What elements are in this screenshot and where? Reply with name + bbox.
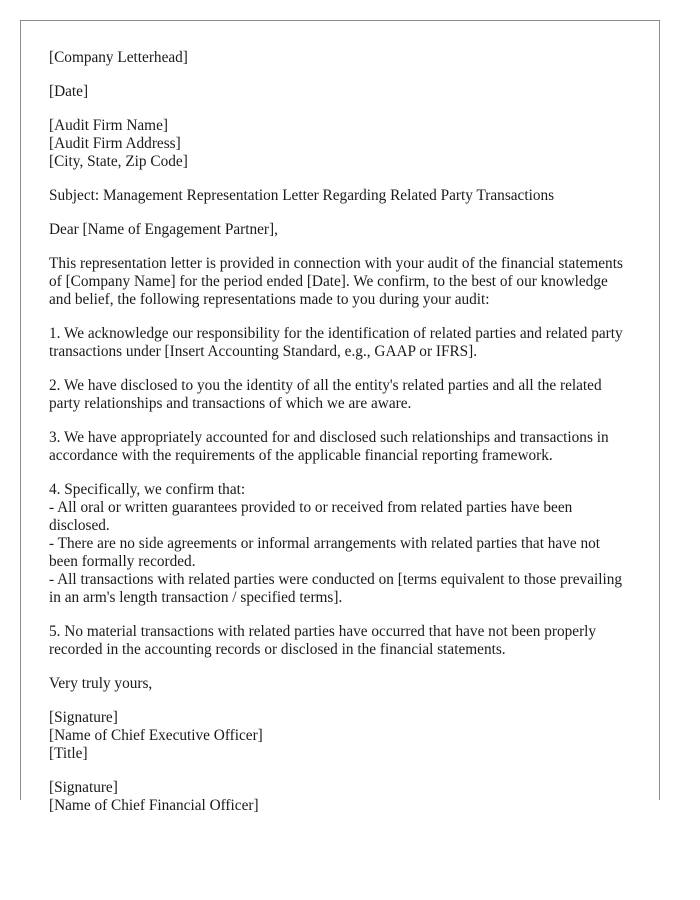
closing: Very truly yours,	[49, 675, 153, 692]
cfo-signature: [Signature]	[49, 779, 118, 796]
ceo-title: [Title]	[49, 745, 88, 762]
subject-line: Subject: Management Representation Letter Regarding Related Party Transactions	[49, 187, 555, 204]
item-4-bullet-terms: - All transactions with related parties were conducted on [terms equivalent to those prevailing in an arm's length transaction / specified terms].	[49, 571, 623, 606]
representation-item-1: 1. We acknowledge our responsibility for the identification of related parties and related party transactions under [Insert Accounting Standard, e.g., GAAP or IFRS].	[49, 325, 623, 360]
letter-page	[20, 20, 660, 814]
representation-item-5: 5. No material transactions with related parties have occurred that have not been properly recorded in the accounting records or disclosed in the financial statements.	[49, 623, 597, 658]
representation-item-4	[49, 481, 631, 607]
recipient-address	[49, 117, 631, 171]
letterhead: [Company Letterhead]	[49, 49, 188, 66]
audit-firm-name: [Audit Firm Name]	[49, 117, 168, 134]
signature-block-cfo	[49, 779, 631, 815]
salutation: Dear [Name of Engagement Partner],	[49, 221, 278, 238]
ceo-name: [Name of Chief Executive Officer]	[49, 727, 263, 744]
audit-firm-address: [Audit Firm Address]	[49, 135, 181, 152]
audit-firm-city: [City, State, Zip Code]	[49, 153, 188, 170]
letter-date: [Date]	[49, 83, 89, 100]
representation-item-3: 3. We have appropriately accounted for and disclosed such relationships and transactions in accordance with the requirements of the applicable financial reporting framework.	[49, 429, 609, 464]
intro-paragraph: This representation letter is provided in connection with your audit of the financial statements of [Company Name] for the period ended [Date]. We confirm, to the best of our knowledge and belief, the following representations made to you during your audit:	[49, 255, 623, 308]
item-4-lead: 4. Specifically, we confirm that:	[49, 481, 246, 498]
letter-body	[21, 21, 659, 815]
item-4-bullet-side-agreements: - There are no side agreements or informal arrangements with related parties that have not been formally recorded.	[49, 535, 601, 570]
representation-item-2: 2. We have disclosed to you the identity of all the entity's related parties and all the related party relationships and transactions of which we are aware.	[49, 377, 602, 412]
item-4-bullet-guarantees: - All oral or written guarantees provided to or received from related parties have been disclosed.	[49, 499, 573, 534]
ceo-signature: [Signature]	[49, 709, 118, 726]
signature-block-ceo	[49, 709, 631, 763]
cfo-name: [Name of Chief Financial Officer]	[49, 797, 259, 814]
